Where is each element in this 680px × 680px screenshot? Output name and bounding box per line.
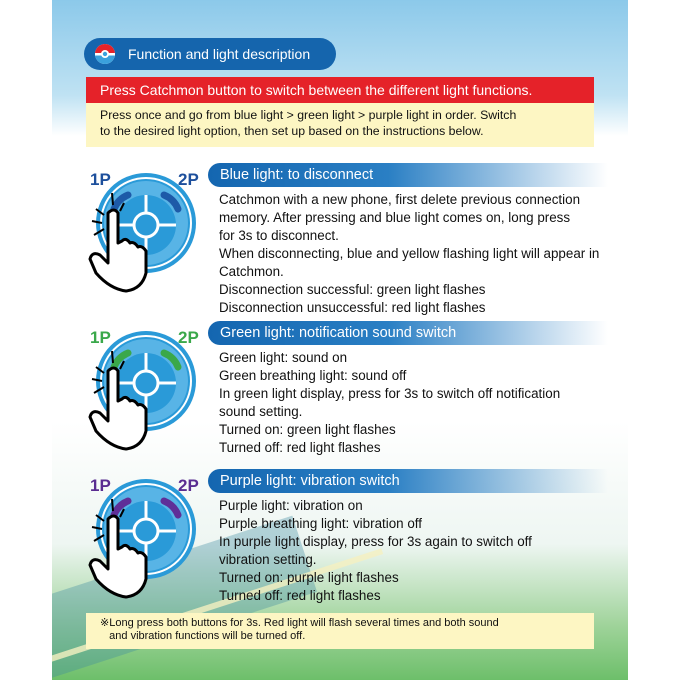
note-line: ※Long press both buttons for 3s. Red light will flash several times and both sound <box>100 617 499 629</box>
description-line: Catchmon. <box>219 264 284 279</box>
description-line: Turned off: red light flashes <box>219 588 381 603</box>
intro-text <box>86 103 594 147</box>
description-line: Green light: sound on <box>219 350 348 365</box>
description-line: Turned off: red light flashes <box>219 440 381 455</box>
description-line: In green light display, press for 3s to switch off notification <box>219 386 561 401</box>
section-header <box>84 38 336 70</box>
label-2p: 2P <box>178 170 199 189</box>
catchmon-device-icon <box>86 163 211 313</box>
label-2p: 2P <box>178 476 199 495</box>
description-line: Turned on: purple light flashes <box>219 570 399 585</box>
label-1p: 1P <box>90 170 111 189</box>
header-title: Function and light description <box>128 46 311 62</box>
description-line: vibration setting. <box>219 552 317 567</box>
intro-line: to the desired light option, then set up based on the instructions below. <box>100 124 484 138</box>
catchmon-device-icon <box>86 469 211 619</box>
description-line: Purple breathing light: vibration off <box>219 516 422 531</box>
section-title: Green light: notification sound switch <box>208 321 608 345</box>
label-2p: 2P <box>178 328 199 347</box>
description-line: memory. After pressing and blue light comes on, long press <box>219 210 571 225</box>
intro-banner: Press Catchmon button to switch between the different light functions. <box>86 77 594 103</box>
section-description <box>219 191 629 317</box>
description-line: Green breathing light: sound off <box>219 368 407 383</box>
note-line: and vibration functions will be turned off. <box>100 630 306 642</box>
description-line: Purple light: vibration on <box>219 498 363 513</box>
label-1p: 1P <box>90 476 111 495</box>
section-description <box>219 497 629 605</box>
description-line: Disconnection successful: green light flashes <box>219 282 486 297</box>
description-line: Catchmon with a new phone, first delete previous connection <box>219 192 581 207</box>
section-description <box>219 349 629 457</box>
catchmon-device-icon <box>86 321 211 471</box>
section-title: Purple light: vibration switch <box>208 469 608 493</box>
description-line: for 3s to disconnect. <box>219 228 339 243</box>
description-line: When disconnecting, blue and yellow flashing light will appear in <box>219 246 600 261</box>
section-title: Blue light: to disconnect <box>208 163 608 187</box>
note <box>86 613 594 649</box>
description-line: sound setting. <box>219 404 303 419</box>
label-1p: 1P <box>90 328 111 347</box>
description-line: Turned on: green light flashes <box>219 422 396 437</box>
catchmon-ball-icon <box>94 43 116 65</box>
intro-line: Press once and go from blue light > green light > purple light in order. Switch <box>100 108 517 122</box>
description-line: In purple light display, press for 3s again to switch off <box>219 534 532 549</box>
description-line: Disconnection unsuccessful: red light flashes <box>219 300 486 315</box>
